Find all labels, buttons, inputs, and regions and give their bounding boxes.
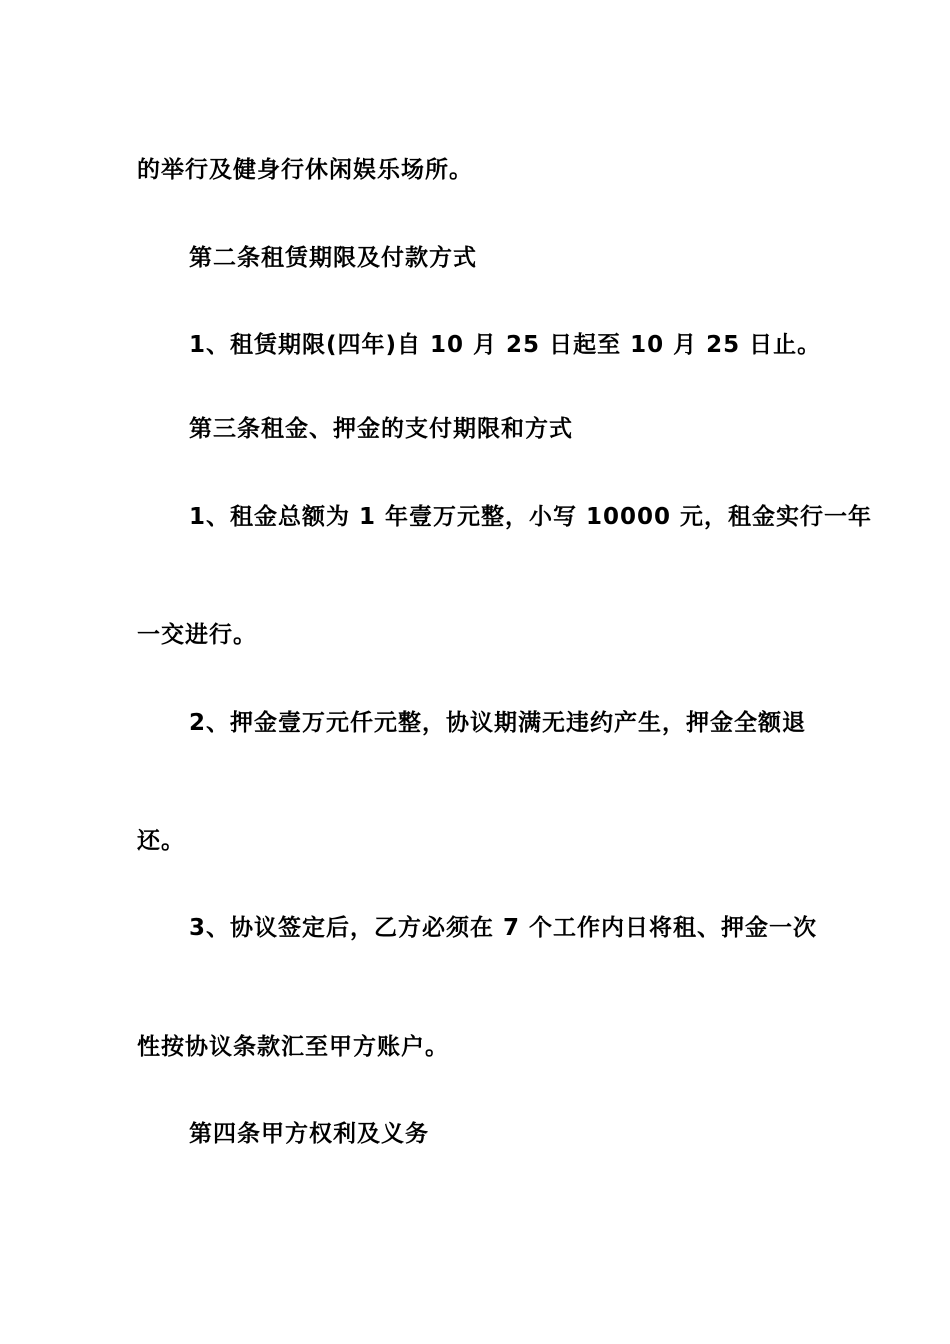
clause-payment-deadline: 3、协议签定后，乙方必须在 7 个工作内日将租、押金一次 [189, 915, 818, 941]
section-heading-article-4: 第四条甲方权利及义务 [189, 1121, 429, 1147]
clause-payment-deadline-cont: 性按协议条款汇至甲方账户。 [137, 1034, 449, 1060]
paragraph-line-continuation: 的举行及健身行休闲娱乐场所。 [137, 157, 473, 183]
section-heading-article-2: 第二条租赁期限及付款方式 [189, 245, 477, 271]
section-heading-article-3: 第三条租金、押金的支付期限和方式 [189, 416, 573, 442]
clause-deposit-cont: 还。 [137, 828, 185, 854]
clause-rent-amount-cont: 一交进行。 [137, 622, 257, 648]
clause-lease-term: 1、租赁期限(四年)自 10 月 25 日起至 10 月 25 日止。 [189, 332, 822, 358]
clause-rent-amount: 1、租金总额为 1 年壹万元整，小写 10000 元，租金实行一年 [189, 504, 873, 530]
clause-deposit: 2、押金壹万元仟元整，协议期满无违约产生，押金全额退 [189, 710, 807, 736]
